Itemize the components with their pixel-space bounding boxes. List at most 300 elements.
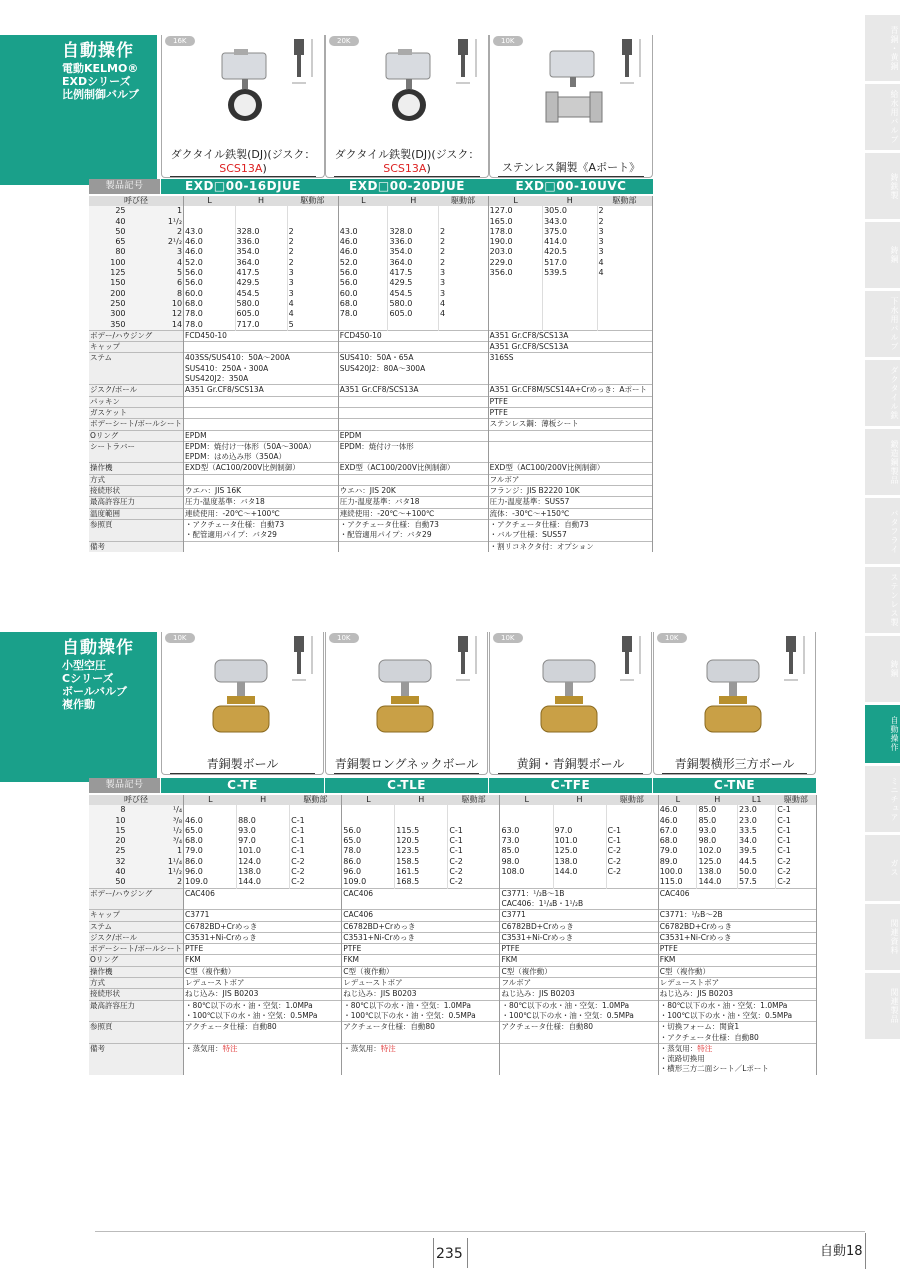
spec-row <box>89 474 653 485</box>
spec-value <box>184 989 342 1000</box>
caption-end: ) <box>426 162 431 175</box>
column-header: L <box>184 795 237 805</box>
table-cell: 97.0 <box>553 826 606 836</box>
spec-label: 方式 <box>89 978 184 989</box>
spec-row <box>89 342 653 353</box>
column-header: 駆動部 <box>597 196 652 206</box>
spec-value <box>342 1064 500 1074</box>
spec-text: ・100℃以下の水・油・空気：0.5MPa <box>343 1010 476 1020</box>
table-cell <box>235 206 287 216</box>
table-row <box>89 836 817 846</box>
table-cell: 3 <box>287 289 338 299</box>
table-cell: 120.5 <box>395 836 448 846</box>
table-cell: 96.0 <box>342 867 395 877</box>
section1-sub-1: 電動KELMO® <box>62 62 139 75</box>
table-cell <box>488 299 542 309</box>
spec-text: レデューストボア <box>185 978 245 988</box>
special-order-text: 特注 <box>380 1043 396 1053</box>
table-cell: 56.0 <box>338 268 388 278</box>
dimension-diagram <box>454 37 484 91</box>
spec-label <box>89 374 184 385</box>
spec-row <box>89 921 817 932</box>
table-cell: 4 <box>438 299 488 309</box>
table-cell: 46.0 <box>184 247 236 257</box>
table-cell: C-1 <box>290 816 342 826</box>
table-cell: 10 <box>130 299 184 309</box>
table-cell: 161.5 <box>395 867 448 877</box>
spec-value <box>488 396 652 407</box>
spec-value <box>338 374 488 385</box>
spec-value <box>658 1011 816 1022</box>
table-cell <box>184 206 236 216</box>
table-cell <box>184 217 236 227</box>
product-card <box>325 632 488 775</box>
table-cell <box>448 816 500 826</box>
spec-value <box>500 1054 658 1064</box>
table-header-row <box>89 196 653 206</box>
spec-text: A351 Gr.CF8/SCS13A <box>489 342 569 352</box>
table-cell: 93.0 <box>697 826 738 836</box>
column-header: 駆動部 <box>776 795 817 805</box>
table-cell: C-1 <box>776 816 817 826</box>
spec-value <box>658 1033 816 1044</box>
special-order-text: 特注 <box>222 1043 238 1053</box>
table-cell <box>338 206 388 216</box>
product-card <box>161 632 324 775</box>
spec-value <box>342 1000 500 1011</box>
section1-title: 自動操作 <box>62 41 134 61</box>
spec-text: C型（複作動） <box>343 966 394 976</box>
spec-value <box>338 519 488 530</box>
table-cell: 43.0 <box>184 227 236 237</box>
table-cell: 203.0 <box>488 247 542 257</box>
spec-value <box>338 430 488 441</box>
table-cell: 46.0 <box>184 816 237 826</box>
table-cell: 2 <box>287 227 338 237</box>
column-header: 駆動部 <box>606 795 658 805</box>
spec-text: ・切換フォーム：関資1 <box>659 1022 740 1032</box>
product-caption: 青銅製横形三方ボール <box>662 755 807 774</box>
spec-text: EPDM：焼付け一体形 <box>339 441 414 451</box>
pressure-class-badge: 10K <box>329 633 359 643</box>
spec-value <box>184 508 339 519</box>
spec-value <box>184 1064 342 1074</box>
column-header: L <box>338 196 388 206</box>
sidebar-index-tab[interactable]: 鍛造鋼製品 <box>865 429 900 495</box>
table-cell: 73.0 <box>500 836 553 846</box>
table-cell: 3 <box>597 227 652 237</box>
table-cell <box>488 309 542 319</box>
spec-text: C6782BD+Crめっき <box>185 921 258 931</box>
table-cell: 60.0 <box>338 289 388 299</box>
table-cell: 23.0 <box>738 816 776 826</box>
spec-value <box>488 463 652 474</box>
spec-table <box>89 196 653 552</box>
table-cell: 98.0 <box>500 857 553 867</box>
column-header: 駆動部 <box>438 196 488 206</box>
spec-text: PTFE <box>343 944 362 954</box>
table-cell: 89.0 <box>658 857 697 867</box>
spec-text: FCD450-10 <box>185 330 227 340</box>
spec-value <box>342 978 500 989</box>
sidebar-index-tab[interactable]: 青銅・黄銅 <box>865 15 900 81</box>
table-cell: 150 <box>89 278 130 288</box>
spec-value <box>184 910 342 921</box>
sidebar-index-tab[interactable]: ガス <box>865 835 900 901</box>
sidebar-index-tab[interactable]: 鋳鋼 <box>865 636 900 702</box>
table-cell: 580.0 <box>235 299 287 309</box>
spec-text: ・アクチェータ仕様：自動80 <box>659 1032 759 1042</box>
table-cell: 60.0 <box>184 289 236 299</box>
table-cell <box>500 816 553 826</box>
spec-value <box>500 1022 658 1033</box>
sidebar-index-tab[interactable]: 下水用バルブ <box>865 291 900 357</box>
spec-value <box>184 921 342 932</box>
spec-value <box>338 452 488 463</box>
spec-value <box>184 474 339 485</box>
spec-row <box>89 419 653 430</box>
table-cell: 50 <box>89 227 130 237</box>
table-cell: 1 <box>130 846 184 856</box>
section-index-sidebar <box>865 15 900 1042</box>
spec-value <box>338 407 488 418</box>
table-cell: 23.0 <box>738 805 776 815</box>
spec-label: 接続形状 <box>89 486 184 497</box>
sidebar-index-tab[interactable]: 鋳鋼 <box>865 222 900 288</box>
spec-value <box>342 944 500 955</box>
table-cell: C-2 <box>448 867 500 877</box>
spec-value <box>338 330 488 341</box>
table-cell: 124.0 <box>237 857 290 867</box>
spec-row <box>89 1022 817 1033</box>
product-card <box>161 35 325 178</box>
table-cell <box>606 805 658 815</box>
spec-value <box>338 419 488 430</box>
table-cell: 250 <box>89 299 130 309</box>
spec-value <box>500 1000 658 1011</box>
spec-row <box>89 463 653 474</box>
table-cell: 57.5 <box>738 877 776 888</box>
spec-text: ・配管適用パイプ：バタ29 <box>185 530 277 540</box>
section2-sub-1: 小型空圧 <box>62 659 106 672</box>
table-cell: 85.0 <box>500 846 553 856</box>
spec-value <box>500 1033 658 1044</box>
table-cell: 125 <box>89 268 130 278</box>
spec-text: C3771 <box>501 910 526 920</box>
table-cell: C-1 <box>448 846 500 856</box>
spec-value <box>488 430 652 441</box>
table-cell: 364.0 <box>235 258 287 268</box>
spec-label: キャップ <box>89 910 184 921</box>
spec-value <box>338 385 488 396</box>
table-cell: 63.0 <box>500 826 553 836</box>
table-cell: ³/₄ <box>130 836 184 846</box>
table-cell <box>606 816 658 826</box>
spec-value <box>488 353 652 364</box>
spec-text: C6782BD+Crめっき <box>659 921 732 931</box>
model-code: C-TE <box>161 778 324 793</box>
spec-label: 操作機 <box>89 966 184 977</box>
table-cell: 605.0 <box>388 309 438 319</box>
table-cell <box>237 805 290 815</box>
spec-text: SUS410：250A・300A <box>185 363 269 373</box>
spec-value <box>184 353 339 364</box>
pressure-class-badge: 10K <box>165 633 195 643</box>
spec-text: ・割リコネクタ付：オプション <box>489 541 594 551</box>
spec-value <box>184 530 339 541</box>
spec-label: ジスク/ボール <box>89 385 184 396</box>
table-cell: 3 <box>438 278 488 288</box>
sidebar-index-tab[interactable]: 関連資料 <box>865 904 900 970</box>
table-cell: 3 <box>130 247 184 257</box>
sidebar-index-tab[interactable]: ミニチュア <box>865 766 900 832</box>
spec-value <box>658 989 816 1000</box>
table-cell: ³/₈ <box>130 816 184 826</box>
table-cell: C-1 <box>290 846 342 856</box>
sidebar-index-tab[interactable]: 鋳鉄製 <box>865 153 900 219</box>
spec-value <box>658 1064 816 1074</box>
table-cell: C-2 <box>290 867 342 877</box>
footer-divider <box>95 1231 865 1232</box>
table-cell: 65.0 <box>342 836 395 846</box>
table-cell: 138.0 <box>237 867 290 877</box>
spec-value <box>184 396 339 407</box>
spec-text: ねじ込み：JIS B0203 <box>659 989 734 999</box>
table-cell: 2 <box>287 237 338 247</box>
table-cell <box>438 320 488 331</box>
table-cell <box>338 320 388 331</box>
spec-value <box>184 932 342 943</box>
table-row <box>89 237 653 247</box>
spec-value <box>338 353 488 364</box>
spec-label: 接続形状 <box>89 989 184 1000</box>
spec-label: 備考 <box>89 1043 184 1054</box>
spec-value <box>500 955 658 966</box>
spec-value <box>184 374 339 385</box>
spec-value <box>184 955 342 966</box>
spec-value <box>338 530 488 541</box>
spec-row <box>89 1000 817 1011</box>
table-cell: 108.0 <box>500 867 553 877</box>
spec-text: フルボア <box>489 474 520 484</box>
table-cell <box>388 320 438 331</box>
spec-value <box>500 910 658 921</box>
product-photo <box>212 47 282 131</box>
column-header: L <box>184 196 236 206</box>
table-cell <box>438 206 488 216</box>
table-cell: 79.0 <box>658 846 697 856</box>
sidebar-index-tab[interactable]: バタフライ <box>865 498 900 564</box>
model-code: C-TNE <box>653 778 816 793</box>
spec-text: 316SS <box>489 353 514 363</box>
table-cell: C-2 <box>290 877 342 888</box>
table-row <box>89 258 653 268</box>
column-header: H <box>388 196 438 206</box>
spec-text: ウエハ：JIS 20K <box>339 486 396 496</box>
table-cell <box>388 217 438 227</box>
table-cell: 115.0 <box>658 877 697 888</box>
table-cell: 4 <box>438 309 488 319</box>
spec-label: 方式 <box>89 474 184 485</box>
spec-row <box>89 508 653 519</box>
spec-value <box>342 989 500 1000</box>
spec-label: ガスケット <box>89 407 184 418</box>
spec-text: ・100℃以下の水・油・空気：0.5MPa <box>659 1010 793 1020</box>
spec-text: FKM <box>659 955 676 965</box>
spec-value <box>658 921 816 932</box>
table-cell: 14 <box>130 320 184 331</box>
table-cell: 229.0 <box>488 258 542 268</box>
column-header: 駆動部 <box>287 196 338 206</box>
spec-value <box>184 407 339 418</box>
spec-value <box>338 541 488 552</box>
spec-row <box>89 519 653 530</box>
spec-row <box>89 385 653 396</box>
spec-value <box>658 899 816 910</box>
table-cell <box>290 805 342 815</box>
table-cell: 539.5 <box>543 268 597 278</box>
spec-row <box>89 530 653 541</box>
table-row <box>89 846 817 856</box>
spec-text: ・80℃以下の水・油・空気：1.0MPa <box>185 1000 313 1010</box>
table-cell: 417.5 <box>388 268 438 278</box>
product-photo <box>535 654 605 743</box>
dimension-diagram <box>618 37 648 91</box>
table-cell <box>500 805 553 815</box>
table-cell: 46.0 <box>184 237 236 247</box>
sidebar-index-tab[interactable]: 関連製品 <box>865 973 900 1039</box>
spec-text: EPDM：はめ込み形（350A） <box>185 452 286 462</box>
spec-label: キャップ <box>89 342 184 353</box>
pressure-class-badge: 10K <box>493 36 523 46</box>
spec-row <box>89 1033 817 1044</box>
table-cell: 1¹/₄ <box>130 857 184 867</box>
sidebar-index-tab[interactable]: 給水用バルブ <box>865 84 900 150</box>
table-cell: 300 <box>89 309 130 319</box>
spec-text: アクチェータ仕様：自動80 <box>343 1022 435 1032</box>
table-cell: 420.5 <box>543 247 597 257</box>
section2-sub-4: 複作動 <box>62 698 95 711</box>
column-header: L <box>658 795 697 805</box>
table-cell <box>543 278 597 288</box>
sidebar-index-tab[interactable]: 自動操作 <box>865 705 900 763</box>
spec-text: PTFE <box>489 396 508 406</box>
table-cell: 65 <box>89 237 130 247</box>
spec-text: レデューストボア <box>343 978 403 988</box>
spec-text: 圧力-温度基準：バタ18 <box>185 497 265 507</box>
spec-label: ジスク/ボール <box>89 932 184 943</box>
spec-row <box>89 1064 817 1074</box>
spec-label: 備考 <box>89 541 184 552</box>
table-cell: 127.0 <box>488 206 542 216</box>
spec-value <box>488 407 652 418</box>
spec-text: ・100℃以下の水・油・空気：0.5MPa <box>501 1010 634 1020</box>
spec-text: ・アクチェータ仕様：自動73 <box>489 519 589 529</box>
sidebar-index-tab[interactable]: ダクタイル鉄 <box>865 360 900 426</box>
table-cell: 56.0 <box>184 278 236 288</box>
table-cell <box>597 299 652 309</box>
column-header: H <box>543 196 597 206</box>
table-cell: 2 <box>130 227 184 237</box>
table-cell: 52.0 <box>338 258 388 268</box>
spec-value <box>658 932 816 943</box>
spec-text: ・80℃以下の水・油・空気：1.0MPa <box>501 1000 630 1010</box>
table-row <box>89 206 653 216</box>
spec-value <box>338 508 488 519</box>
spec-label: 操作機 <box>89 463 184 474</box>
spec-value <box>658 944 816 955</box>
table-cell: 65.0 <box>184 826 237 836</box>
pressure-class-badge: 16K <box>165 36 195 46</box>
spec-text: アクチェータ仕様：自動80 <box>501 1022 594 1032</box>
table-cell: 2 <box>438 237 488 247</box>
spec-text: CAC406 <box>185 888 215 898</box>
spec-text: EPDM：焼付け一体形（50A～300A） <box>185 441 316 451</box>
model-code: EXD□00-20DJUE <box>325 179 489 194</box>
spec-value <box>488 541 652 552</box>
table-cell <box>606 877 658 888</box>
table-cell: 328.0 <box>235 227 287 237</box>
table-cell: C-1 <box>776 846 817 856</box>
spec-value <box>184 1033 342 1044</box>
spec-row <box>89 541 653 552</box>
spec-text: A351 Gr.CF8/SCS13A <box>489 330 569 340</box>
table-cell <box>342 816 395 826</box>
table-cell: 43.0 <box>338 227 388 237</box>
table-cell: 3 <box>438 268 488 278</box>
table-cell: 3 <box>438 289 488 299</box>
table-cell: 3 <box>597 237 652 247</box>
table-cell: 52.0 <box>184 258 236 268</box>
spec-text: A351 Gr.CF8/SCS13A <box>339 385 419 395</box>
table-cell <box>395 816 448 826</box>
table-cell: 200 <box>89 289 130 299</box>
pressure-class-badge: 20K <box>329 36 359 46</box>
spec-text: EPDM <box>185 430 207 440</box>
table-cell: 2 <box>130 877 184 888</box>
spec-row <box>89 497 653 508</box>
spec-text: PTFE <box>185 944 204 954</box>
table-cell: 50.0 <box>738 867 776 877</box>
table-cell: 2 <box>438 258 488 268</box>
table-cell: 414.0 <box>543 237 597 247</box>
spec-text: 圧力-温度基準：SUS57 <box>489 497 570 507</box>
table-cell: 144.0 <box>553 867 606 877</box>
table-cell: 68.0 <box>184 299 236 309</box>
table-cell: 88.0 <box>237 816 290 826</box>
table-cell: 454.5 <box>235 289 287 299</box>
spec-value <box>184 342 339 353</box>
table-cell <box>597 320 652 331</box>
sidebar-index-tab[interactable]: ステンレス製 <box>865 567 900 633</box>
product-caption: 青銅製ロングネックボール <box>334 755 479 774</box>
table-cell: C-2 <box>606 867 658 877</box>
table-cell <box>342 805 395 815</box>
table-cell: 100 <box>89 258 130 268</box>
table-cell: C-2 <box>448 857 500 867</box>
table-cell: ¹/₂ <box>130 826 184 836</box>
table-cell <box>553 877 606 888</box>
spec-text: ステンレス鋼：薄板シート <box>489 419 579 429</box>
spec-text: FKM <box>185 955 201 965</box>
spec-value <box>488 519 652 530</box>
table-cell: 101.0 <box>237 846 290 856</box>
spec-row <box>89 374 653 385</box>
table-cell: 354.0 <box>388 247 438 257</box>
table-cell <box>395 805 448 815</box>
column-header: L <box>342 795 395 805</box>
spec-value <box>488 419 652 430</box>
